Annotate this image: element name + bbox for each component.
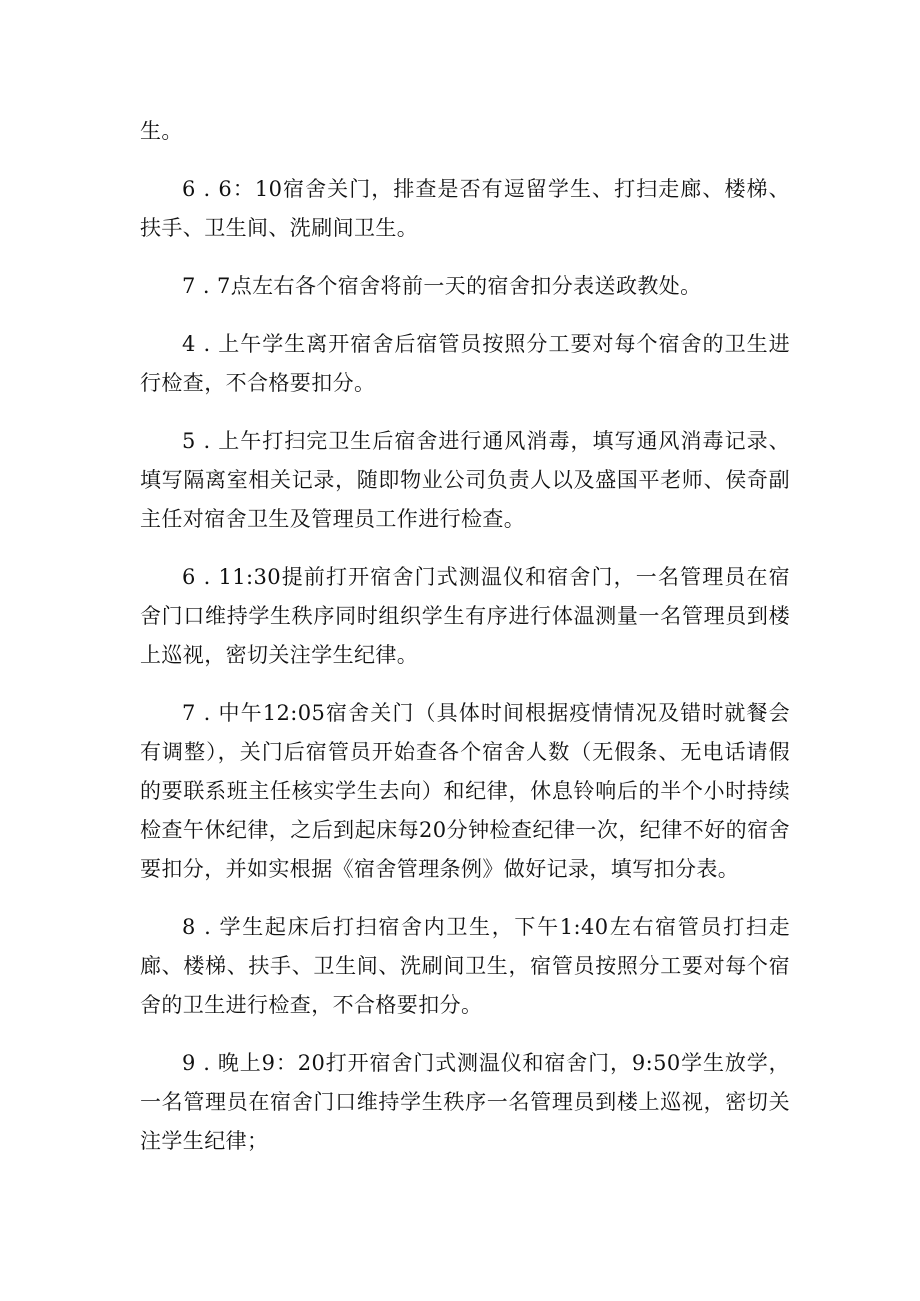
paragraph-item-6-noon-opening: 6 . 11:30提前打开宿舍门式测温仪和宿舍门，一名管理员在宿舍门口维持学生秩序同时组织学生有序进行体温测量一名管理员到楼上巡视，密切关注学生纪律。: [140, 565, 790, 667]
paragraph-item-7-deduction-sheet: 7 . 7点左右各个宿舍将前一天的宿舍扣分表送政教处。: [182, 274, 702, 298]
paragraph-continuation: 生。: [140, 119, 183, 143]
paragraph-item-5-disinfection: 5 . 上午打扫完卫生后宿舍进行通风消毒，填写通风消毒记录、填写隔离室相关记录，随即物业公司负责人以及盛国平老师、侯奇副主任对宿舍卫生及管理员工作进行检查。: [140, 429, 790, 531]
paragraph-item-9-evening-opening: 9 . 晚上9：20打开宿舍门式测温仪和宿舍门，9:50学生放学，一名管理员在宿舍门口维持学生秩序一名管理员到楼上巡视，密切关注学生纪律；: [140, 1051, 790, 1153]
paragraph-item-4-morning-inspection: 4 . 上午学生离开宿舍后宿管员按照分工要对每个宿舍的卫生进行检查，不合格要扣分。: [140, 332, 790, 395]
paragraph-item-6-closing: 6 . 6：10宿舍关门，排查是否有逗留学生、打扫走廊、楼梯、扶手、卫生间、洗刷间卫生。: [140, 177, 790, 240]
paragraph-item-7-noon-closing: 7 . 中午12:05宿舍关门（具体时间根据疫情情况及错时就餐会有调整），关门后宿管员开始查各个宿舍人数（无假条、无电话请假的要联系班主任核实学生去向）和纪律，休息铃响后的半个小时持续检查午休纪律，之后到起床每20分钟检查纪律一次，纪律不好的宿舍要扣分，并如实根据《宿舍管理条例》做好记录，填写扣分表。: [140, 701, 790, 881]
paragraph-item-8-afternoon-cleaning: 8 . 学生起床后打扫宿舍内卫生，下午1:40左右宿管员打扫走廊、楼梯、扶手、卫生间、洗刷间卫生，宿管员按照分工要对每个宿舍的卫生进行检查，不合格要扣分。: [140, 915, 790, 1017]
